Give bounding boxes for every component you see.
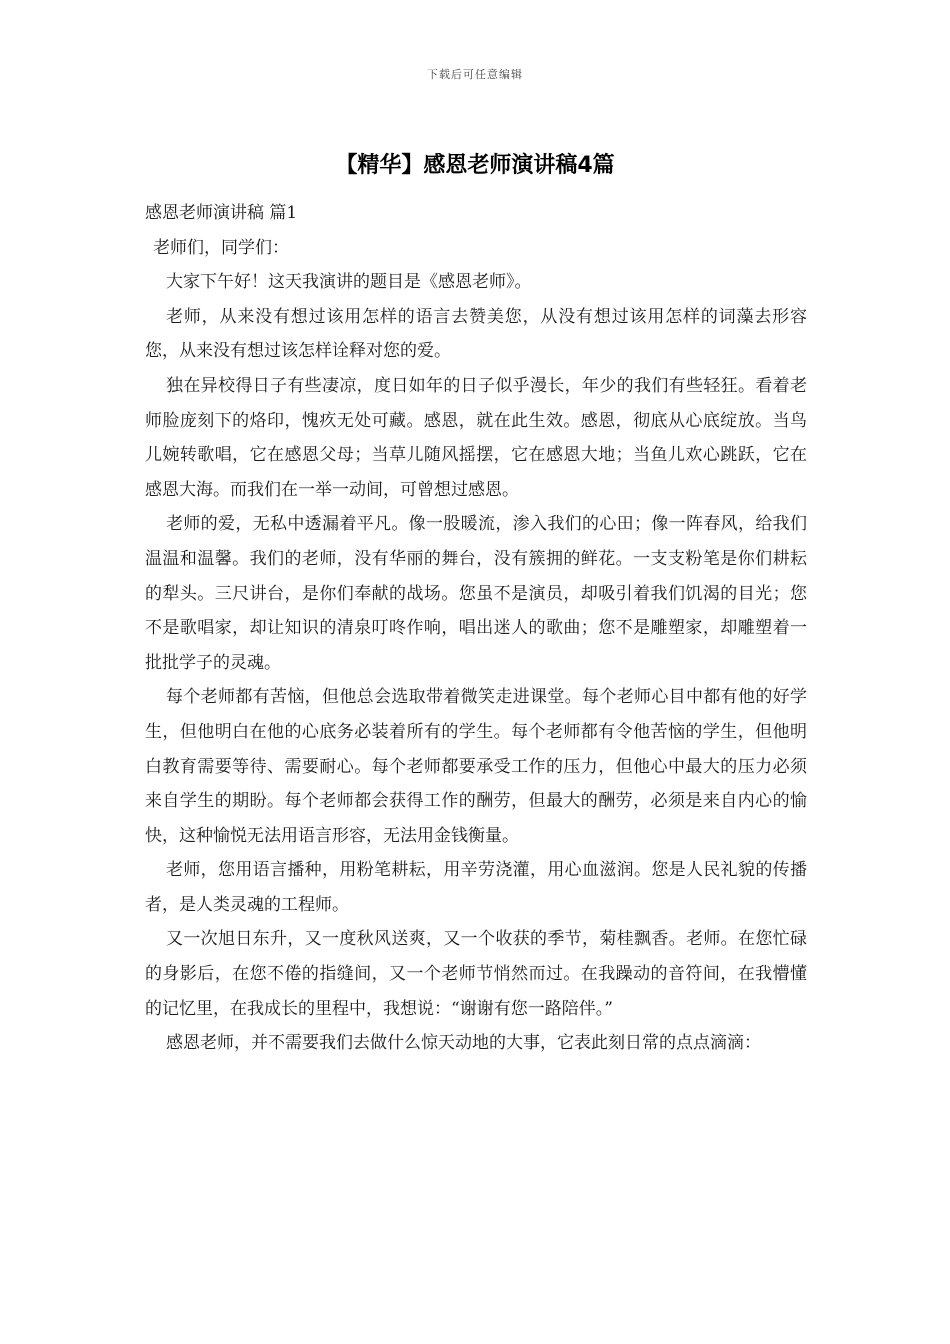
section-heading: 感恩老师演讲稿 篇1 [145,203,298,223]
paragraph-3: 独在异校得日子有些凄凉，度日如年的日子似乎漫长，年少的我们有些轻狂。看着老师脸庞刻下的烙印，愧疚无处可藏。感恩，就在此生效。感恩，彻底从心底绽放。当鸟儿婉转歌唱，它在感恩父母；当草儿随风摇摆，它在感恩大地；当鱼儿欢心跳跃，它在感恩大海。而我们在一举一动间，可曾想过感恩。 [145,375,807,500]
page-header-note: 下载后可任意编辑 [427,68,523,81]
paragraph-7: 又一次旭日东升，又一度秋风送爽，又一个收获的季节，菊桂飘香。老师。在您忙碌的身影后，在您不倦的指缝间，又一个老师节悄然而过。在我躁动的音符间，在我懵懂的记忆里，在我成长的里程中，我想说：“谢谢有您一路陪伴。” [145,929,807,1019]
paragraph-6: 老师，您用语言播种，用粉笔耕耘，用辛劳浇灌，用心血滋润。您是人民礼貌的传播者，是人类灵魂的工程师。 [145,860,807,915]
paragraph-4: 老师的爱，无私中透漏着平凡。像一股暖流，渗入我们的心田；像一阵春风，给我们温温和温馨。我们的老师，没有华丽的舞台，没有簇拥的鲜花。一支支粉笔是你们耕耘的犁头。三尺讲台，是你们奉献的战场。您虽不是演员，却吸引着我们饥渴的目光；您不是歌唱家，却让知识的清泉叮咚作响，唱出迷人的歌曲；您不是雕塑家，却雕塑着一批批学子的灵魂。 [145,514,807,673]
document-body [145,196,807,1061]
paragraph-5: 每个老师都有苦恼，但他总会选取带着微笑走进课堂。每个老师心目中都有他的好学生，但他明白在他的心底务必装着所有的学生。每个老师都有令他苦恼的学生，但他明白教育需要等待、需要耐心。每个老师都要承受工作的压力，但他心中最大的压力必须来自学生的期盼。每个老师都会获得工作的酬劳，但最大的酬劳，必须是来自内心的愉快，这种愉悦无法用语言形容，无法用金钱衡量。 [145,687,807,846]
paragraph-8: 感恩老师，并不需要我们去做什么惊天动地的大事，它表此刻日常的点点滴滴： [166,1033,761,1054]
paragraph-1: 大家下午好！这天我演讲的题目是《感恩老师》。 [166,272,532,293]
document-title: 【精华】感恩老师演讲稿4篇 [335,153,615,178]
salutation: 老师们，同学们： [153,237,289,258]
paragraph-2: 老师，从来没有想过该用怎样的语言去赞美您，从没有想过该用怎样的词藻去形容您，从来没有想过该怎样诠释对您的爱。 [145,306,807,362]
